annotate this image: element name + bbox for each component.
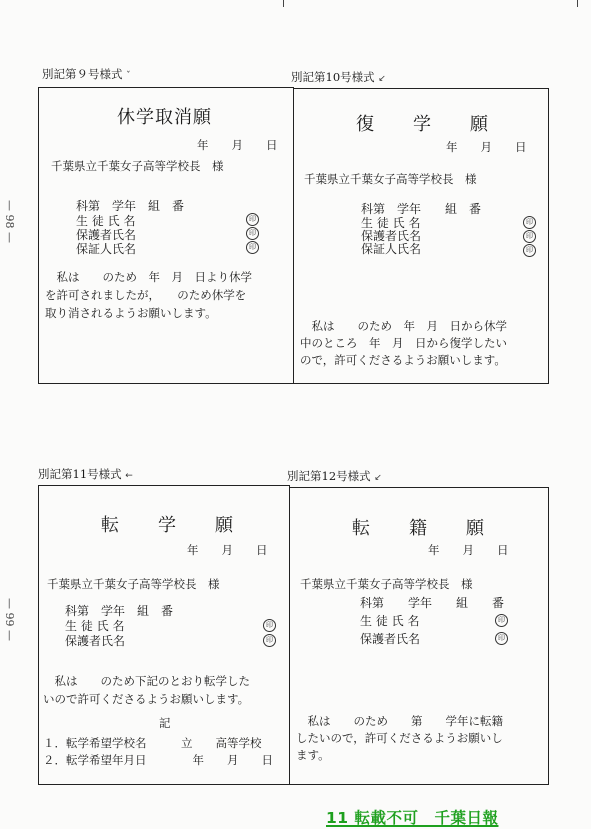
form9-student-name: 生 徒 氏 名 (76, 214, 136, 228)
form12-addressee: 千葉県立千葉女子高等学校長 様 (300, 577, 473, 591)
form11-caption: 別記第11号様式 ← (38, 467, 133, 481)
form12-student-name: 生 徒 氏 名 (360, 614, 420, 628)
form11-student-name: 生 徒 氏 名 (65, 619, 125, 633)
form10-body-3: ので，許可くださるようお願いします。 (300, 353, 506, 367)
form9-title: 休学取消願 (117, 107, 212, 128)
form11-seal-1-icon (263, 619, 276, 632)
form10-seal-2-icon (523, 230, 536, 243)
form10-caption: 別記第10号様式 ↙ (291, 70, 386, 84)
top-mark-left (283, 0, 284, 7)
form11-ki: 記 (159, 716, 171, 730)
form11-seal-2-icon (263, 634, 276, 647)
form12-guardian-name: 保護者氏名 (360, 632, 421, 646)
form10-guardian-name: 保護者氏名 (361, 229, 422, 243)
form10-seal-3-icon (523, 244, 536, 257)
form11-guardian-name: 保護者氏名 (65, 634, 126, 648)
form9-guardian-name: 保護者氏名 (76, 228, 137, 242)
form10-student-class: 科第 学年 組 番 (361, 202, 482, 216)
form9-body-1: 私は のため 年 月 日より休学 (45, 270, 252, 284)
form12-student-class: 科第 学年 組 番 (360, 596, 505, 610)
form9-body-2: を許可されましたが， のため休学を (45, 288, 247, 302)
form10-body-1: 私は のため 年 月 日から休学 (300, 319, 507, 333)
form11-student-class: 科第 学年 組 番 (65, 604, 174, 618)
form10-guarantor-name: 保証人氏名 (361, 242, 422, 256)
form12-body-3: ます。 (296, 748, 330, 762)
top-mark-right (577, 0, 578, 7)
form9-addressee: 千葉県立千葉女子高等学校長 様 (51, 159, 224, 173)
form12-box (289, 487, 549, 785)
page-number-bottom: — 99 — (3, 598, 16, 641)
form11-item-1: １．転学希望学校名 立 高等学校 (43, 736, 262, 750)
form11-box (38, 485, 290, 785)
form10-box (293, 88, 549, 384)
form10-date: 年 月 日 (446, 140, 527, 154)
form12-date: 年 月 日 (428, 543, 509, 557)
form9-caption: 別記第９号様式 ˇ (42, 67, 131, 81)
form9-seal-1-icon (246, 213, 259, 226)
form11-body-1: 私は のため下記のとおり転学した (43, 674, 250, 688)
form10-seal-1-icon (523, 216, 536, 229)
form11-addressee: 千葉県立千葉女子高等学校長 様 (47, 577, 220, 591)
form9-body-3: 取り消されるようお願いします。 (45, 306, 217, 320)
form11-title: 転 学 願 (101, 515, 234, 536)
form10-title: 復 学 願 (356, 114, 489, 135)
form12-body-1: 私は のため 第 学年に転籍 (296, 714, 503, 728)
reprint-prohibited-stamp: 11 転載不可 千葉日報 (326, 809, 499, 827)
form9-guarantor-name: 保証人氏名 (76, 242, 137, 256)
form12-seal-1-icon (495, 614, 508, 627)
form10-body-2: 中のところ 年 月 日から復学したい (300, 336, 507, 350)
form9-seal-3-icon (246, 241, 259, 254)
form9-student-class: 科第 学年 組 番 (76, 199, 185, 213)
form10-addressee: 千葉県立千葉女子高等学校長 様 (304, 172, 477, 186)
form12-caption: 別記第12号様式 ↙ (287, 469, 382, 483)
form9-box (38, 87, 294, 384)
form11-item-2: ２．転学希望年月日 年 月 日 (43, 753, 273, 767)
form12-title: 転 籍 願 (352, 518, 485, 539)
form12-seal-2-icon (495, 632, 508, 645)
form9-date: 年 月 日 (197, 138, 278, 152)
form11-body-2: いので許可くださるようお願いします。 (43, 692, 250, 706)
form12-body-2: したいので，許可くださるようお願いし (296, 731, 503, 745)
form11-date: 年 月 日 (187, 543, 268, 557)
form9-seal-2-icon (246, 227, 259, 240)
form10-student-name: 生 徒 氏 名 (361, 216, 421, 230)
page-number-top: — 98 — (3, 200, 16, 243)
